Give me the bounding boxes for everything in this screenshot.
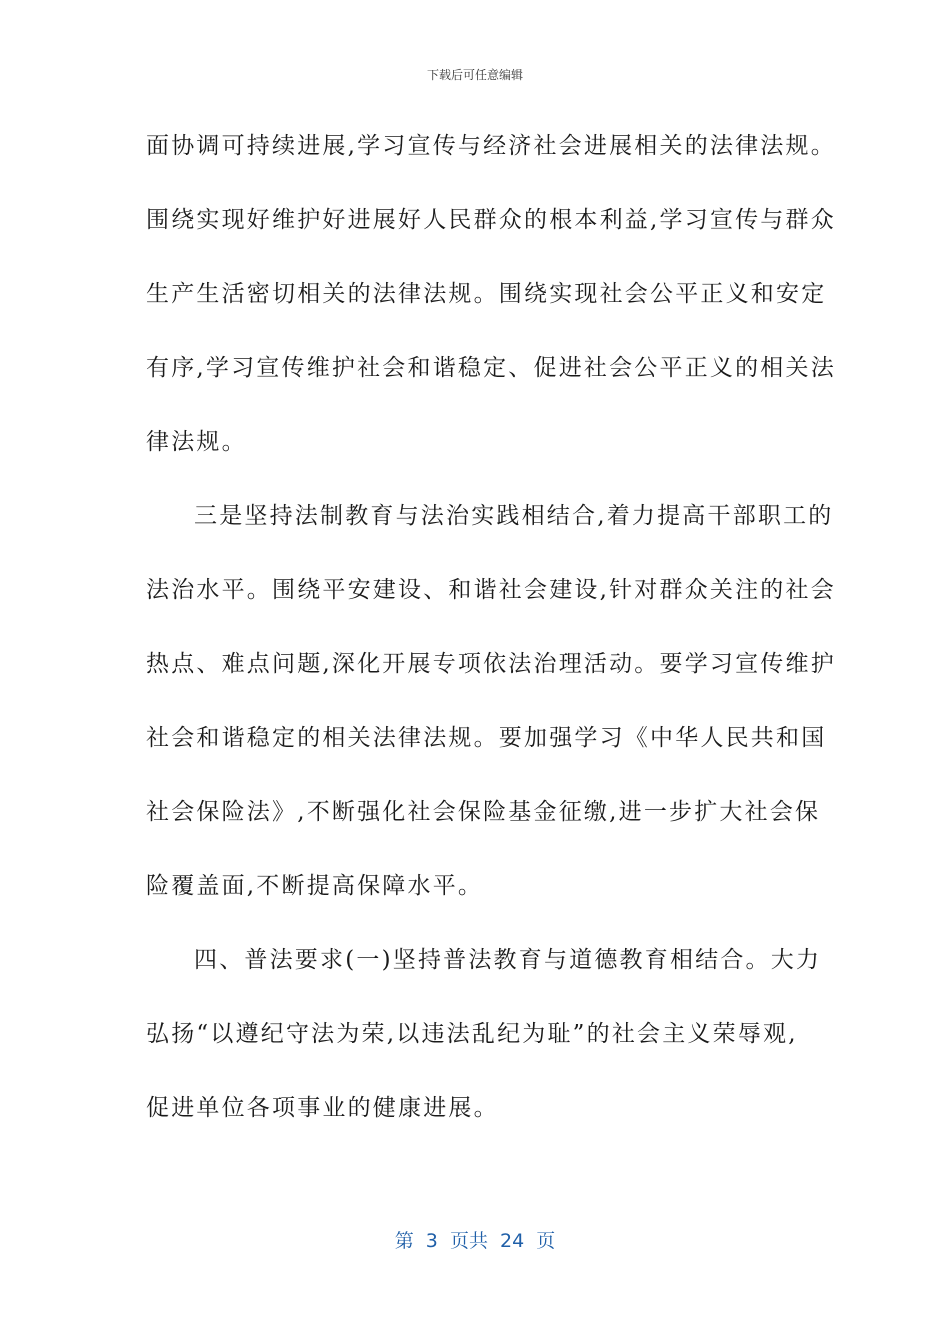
text-line: 三是坚持法制教育与法治实践相结合,着力提高干部职工的 xyxy=(194,503,834,529)
text-line: 社会保险法》,不断强化社会保险基金征缴,进一步扩大社会保 xyxy=(146,799,821,825)
text-line: 围绕实现好维护好进展好人民群众的根本利益,学习宣传与群众 xyxy=(146,207,836,233)
header-note: 下载后可任意编辑 xyxy=(426,68,523,82)
text-line: 律法规。 xyxy=(146,429,247,455)
page-number-footer: 第 3 页共 24 页 xyxy=(394,1230,556,1252)
text-line: 社会和谐稳定的相关法律法规。要加强学习《中华人民共和国 xyxy=(146,725,827,751)
text-line: 热点、难点问题,深化开展专项依法治理活动。要学习宣传维护 xyxy=(146,651,836,677)
text-line: 弘扬“以遵纪守法为荣,以违法乱纪为耻”的社会主义荣辱观, xyxy=(146,1021,798,1047)
text-line: 四、普法要求(一)坚持普法教育与道德教育相结合。大力 xyxy=(194,947,822,973)
document-body xyxy=(146,122,836,1158)
text-line: 法治水平。围绕平安建设、和谐社会建设,针对群众关注的社会 xyxy=(146,577,836,603)
text-line: 促进单位各项事业的健康进展。 xyxy=(146,1095,499,1121)
text-line: 有序,学习宣传维护社会和谐稳定、促进社会公平正义的相关法 xyxy=(146,355,836,381)
text-line: 生产生活密切相关的法律法规。围绕实现社会公平正义和安定 xyxy=(146,281,827,307)
text-line: 面协调可持续进展,学习宣传与经济社会进展相关的法律法规。 xyxy=(146,133,836,159)
text-line: 险覆盖面,不断提高保障水平。 xyxy=(146,873,484,899)
